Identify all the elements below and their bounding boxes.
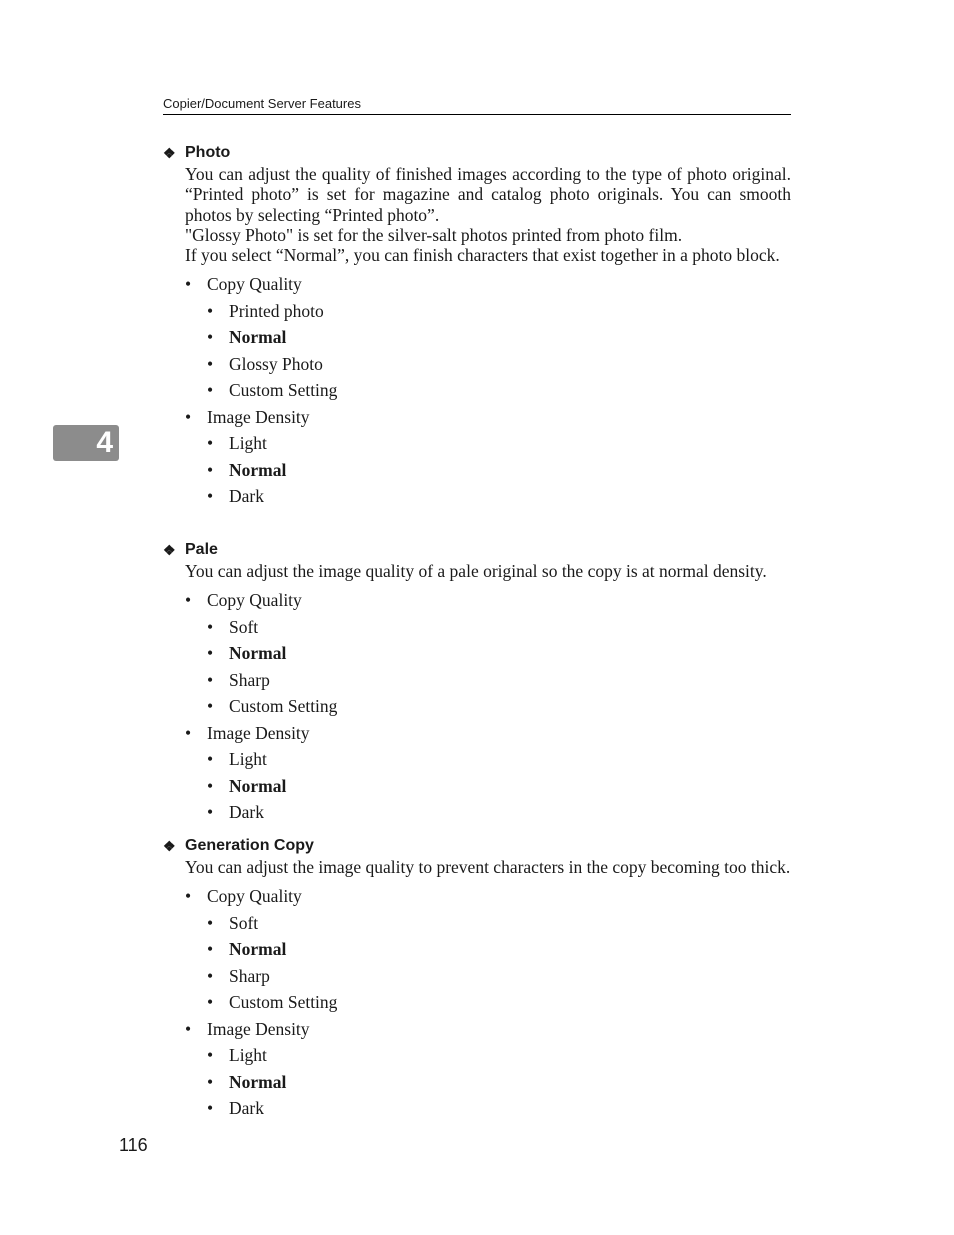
bullet-icon: • xyxy=(207,669,214,690)
bullet-icon: • xyxy=(185,274,192,295)
section-title-text: Pale xyxy=(185,541,218,558)
list-item-label: Normal xyxy=(229,939,287,960)
list-item-copy-quality xyxy=(185,587,791,720)
option-list xyxy=(185,883,791,1122)
bullet-icon: • xyxy=(207,749,214,770)
paragraph: You can adjust the quality of finished images according to the type of photo original. “Printed photo” is set for magazine and catalog photo originals. You can smooth photos by selecting “Printed photo”. xyxy=(185,164,791,225)
bullet-icon: • xyxy=(207,965,214,986)
list-item xyxy=(207,1042,791,1069)
list-item-copy-quality xyxy=(185,271,791,404)
bullet-icon: • xyxy=(207,802,214,823)
paragraph: You can adjust the image quality of a pale original so the copy is at normal density. xyxy=(185,561,767,581)
section-description xyxy=(185,164,791,265)
bullet-icon: • xyxy=(207,643,214,664)
list-item-image-density xyxy=(185,404,791,510)
list-item-label: Light xyxy=(229,749,267,770)
bullet-icon: • xyxy=(207,353,214,374)
list-item-label: Custom Setting xyxy=(229,696,338,717)
list-item-image-density xyxy=(185,1016,791,1122)
bullet-icon: • xyxy=(185,590,192,611)
list-item-default xyxy=(207,1069,791,1096)
option-list xyxy=(185,271,791,510)
chapter-tab: 4 xyxy=(53,425,119,461)
section-title-text: Generation Copy xyxy=(185,837,314,854)
list-item xyxy=(207,746,791,773)
list-item-default xyxy=(207,640,791,667)
list-item-copy-quality xyxy=(185,883,791,1016)
sub-option-list xyxy=(207,910,791,1016)
list-item-label: Custom Setting xyxy=(229,380,338,401)
section-title-text: Photo xyxy=(185,144,231,161)
list-item-label: Dark xyxy=(229,1098,264,1119)
list-item xyxy=(207,799,791,826)
list-item xyxy=(207,614,791,641)
list-item xyxy=(207,910,791,937)
section-description xyxy=(185,857,791,877)
list-item-label: Custom Setting xyxy=(229,992,338,1013)
sub-option-list xyxy=(207,614,791,720)
option-list xyxy=(185,587,791,826)
sub-option-list xyxy=(207,430,791,510)
bullet-icon: • xyxy=(207,433,214,454)
bullet-icon: • xyxy=(185,886,192,907)
bullet-icon: • xyxy=(207,300,214,321)
bullet-icon: • xyxy=(207,992,214,1013)
bullet-icon: • xyxy=(185,722,192,743)
list-item xyxy=(207,963,791,990)
list-item-label: Dark xyxy=(229,802,264,823)
list-item-label: Copy Quality xyxy=(207,886,302,907)
list-item-label: Image Density xyxy=(207,722,310,743)
bullet-icon: • xyxy=(207,327,214,348)
list-item-default xyxy=(207,457,791,484)
section-generation-copy xyxy=(163,836,791,1122)
bullet-icon: • xyxy=(207,939,214,960)
list-item-label: Copy Quality xyxy=(207,590,302,611)
list-item xyxy=(207,1095,791,1122)
list-item-label: Sharp xyxy=(229,669,270,690)
list-item-label: Sharp xyxy=(229,965,270,986)
list-item-label: Normal xyxy=(229,327,287,348)
list-item-label: Normal xyxy=(229,459,287,480)
list-item xyxy=(207,351,791,378)
list-item-label: Light xyxy=(229,433,267,454)
sub-option-list xyxy=(207,746,791,826)
section-pale xyxy=(163,540,791,826)
section-title xyxy=(163,836,791,856)
running-header: Copier/Document Server Features xyxy=(163,96,791,115)
bullet-icon: • xyxy=(207,1071,214,1092)
bullet-icon: • xyxy=(207,1098,214,1119)
list-item-default xyxy=(207,324,791,351)
bullet-icon: • xyxy=(207,459,214,480)
diamond-bullet-icon: ❖ xyxy=(163,145,176,161)
bullet-icon: • xyxy=(207,696,214,717)
list-item-image-density xyxy=(185,720,791,826)
list-item xyxy=(207,377,791,404)
bullet-icon: • xyxy=(207,616,214,637)
list-item xyxy=(207,693,791,720)
bullet-icon: • xyxy=(207,912,214,933)
list-item xyxy=(207,298,791,325)
diamond-bullet-icon: ❖ xyxy=(163,542,176,558)
list-item xyxy=(207,483,791,510)
bullet-icon: • xyxy=(207,1045,214,1066)
list-item-label: Image Density xyxy=(207,1018,310,1039)
list-item-label: Printed photo xyxy=(229,300,324,321)
bullet-icon: • xyxy=(207,775,214,796)
list-item xyxy=(207,989,791,1016)
page-number: 116 xyxy=(119,1135,148,1155)
list-item-default xyxy=(207,936,791,963)
list-item xyxy=(207,667,791,694)
paragraph: If you select “Normal”, you can finish characters that exist together in a photo block. xyxy=(185,245,780,266)
section-title xyxy=(163,143,791,163)
list-item-label: Normal xyxy=(229,775,287,796)
bullet-icon: • xyxy=(207,380,214,401)
sub-option-list xyxy=(207,1042,791,1122)
bullet-icon: • xyxy=(185,406,192,427)
list-item-default xyxy=(207,773,791,800)
list-item-label: Image Density xyxy=(207,406,310,427)
paragraph: "Glossy Photo" is set for the silver-salt photos printed from photo film. xyxy=(185,224,683,245)
section-description xyxy=(185,561,791,581)
paragraph: You can adjust the image quality to prevent characters in the copy becoming too thick. xyxy=(185,857,791,877)
list-item-label: Dark xyxy=(229,486,264,507)
list-item-label: Glossy Photo xyxy=(229,353,323,374)
section-photo xyxy=(163,143,791,510)
list-item-label: Copy Quality xyxy=(207,274,302,295)
bullet-icon: • xyxy=(207,486,214,507)
list-item-label: Light xyxy=(229,1045,267,1066)
list-item xyxy=(207,430,791,457)
sub-option-list xyxy=(207,298,791,404)
bullet-icon: • xyxy=(185,1018,192,1039)
list-item-label: Normal xyxy=(229,643,287,664)
section-title xyxy=(163,540,791,560)
list-item-label: Soft xyxy=(229,616,259,637)
diamond-bullet-icon: ❖ xyxy=(163,838,176,854)
list-item-label: Soft xyxy=(229,912,259,933)
list-item-label: Normal xyxy=(229,1071,287,1092)
